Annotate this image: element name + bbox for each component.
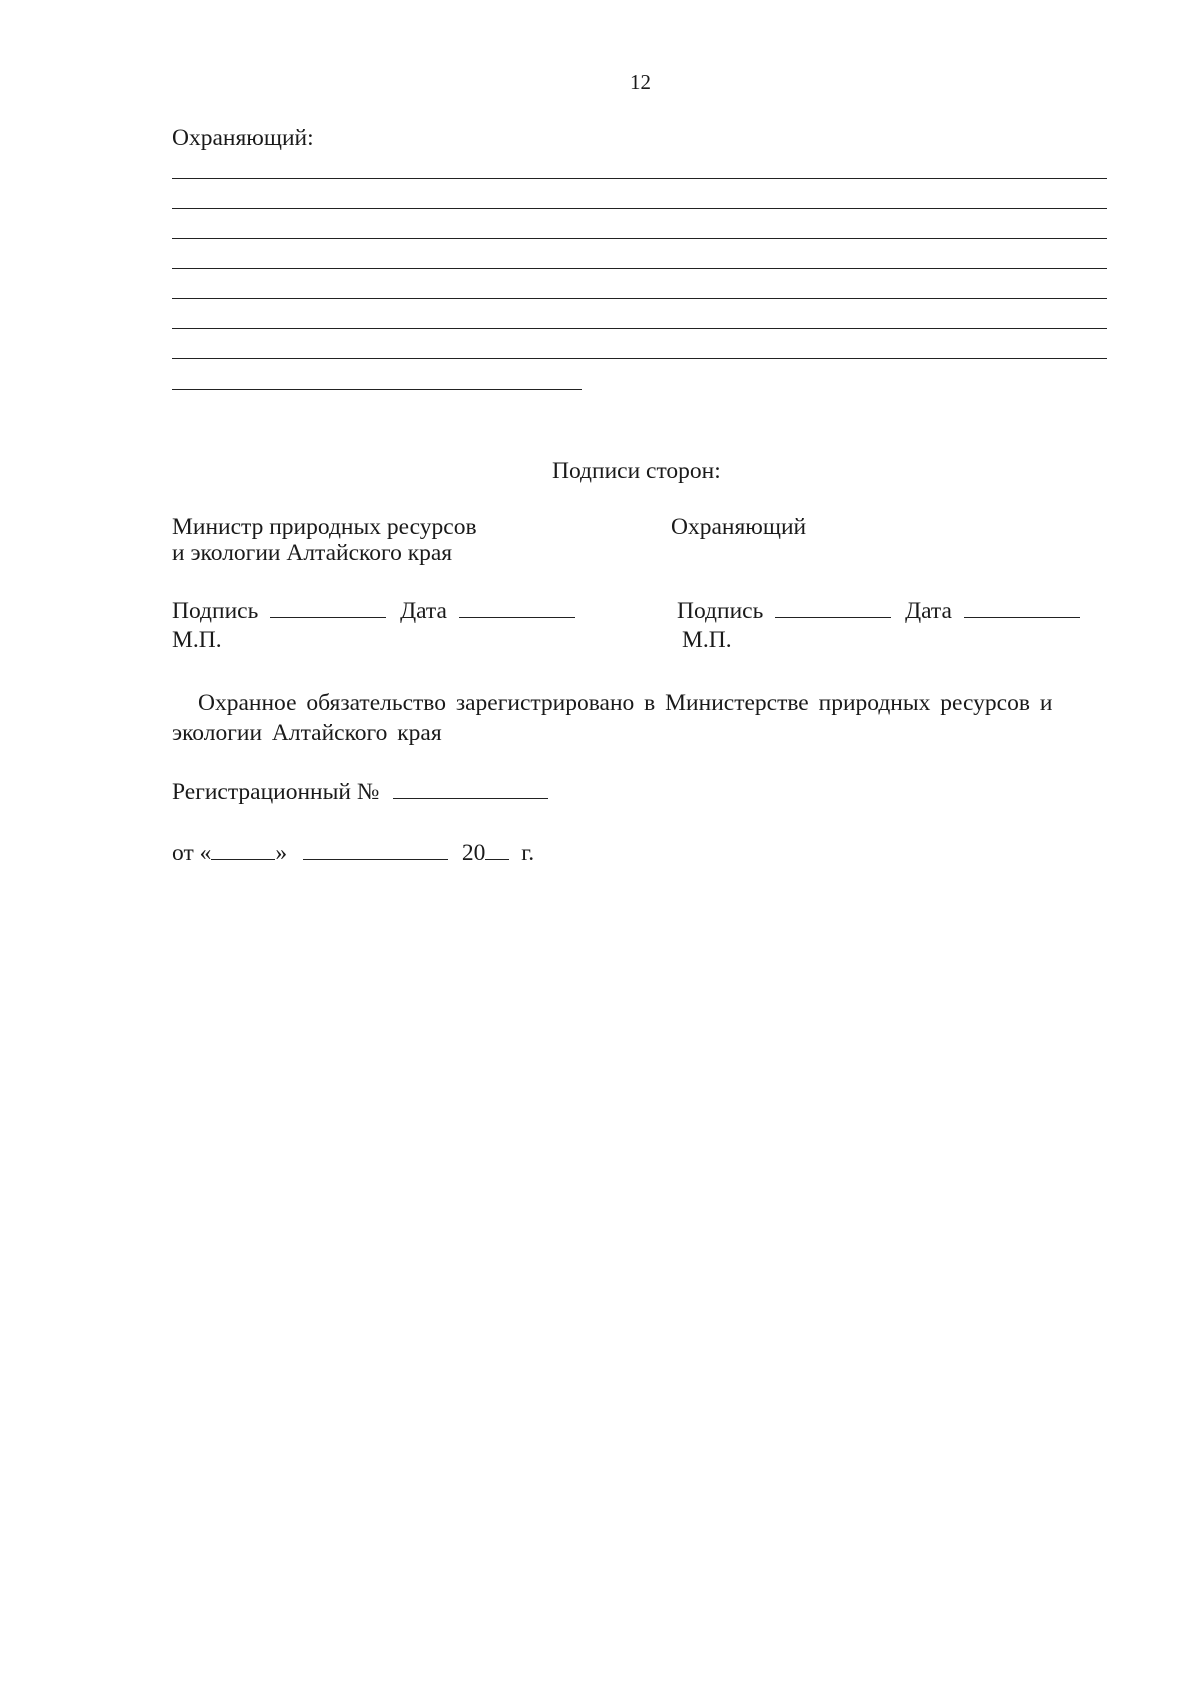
- blank-line: [172, 178, 1107, 179]
- registration-year-suffix: г.: [521, 840, 535, 866]
- stamp-label-left: М.П.: [172, 627, 222, 653]
- blank-line: [172, 328, 1107, 329]
- blank-line: [172, 298, 1107, 299]
- blank-line: [172, 268, 1107, 269]
- date-label: Дата: [905, 598, 952, 624]
- signature-row-left: [172, 598, 575, 625]
- signature-blank: [775, 616, 891, 618]
- stamp-label-right: М.П.: [682, 627, 732, 653]
- date-label: Дата: [400, 598, 447, 624]
- registration-number-label: Регистрационный №: [172, 779, 380, 805]
- date-blank: [964, 616, 1080, 618]
- party-left-line1: Министр природных ресурсов: [172, 514, 477, 540]
- party-left-line2: и экологии Алтайского края: [172, 540, 453, 566]
- party-right: Охраняющий: [671, 514, 807, 540]
- registration-year-prefix: 20: [461, 840, 486, 866]
- registration-number-blank: [393, 797, 548, 799]
- signature-label: Подпись: [677, 598, 764, 624]
- party-left: [172, 514, 477, 566]
- registration-date-row: [172, 840, 534, 867]
- signature-label: Подпись: [172, 598, 259, 624]
- blank-line: [172, 358, 1107, 359]
- signature-blank: [270, 616, 386, 618]
- registration-month-blank: [303, 858, 448, 860]
- registration-date-prefix: от «: [172, 840, 212, 866]
- registration-date-quote-close: »: [275, 840, 288, 866]
- registration-day-blank: [211, 858, 275, 860]
- page-number: 12: [630, 70, 651, 94]
- registered-note: Охранное обязательство зарегистрировано в Министерстве природных ресурсов и экологии Алтайского края: [172, 690, 1053, 746]
- registration-year-blank: [485, 858, 509, 860]
- blank-line: [172, 208, 1107, 209]
- registration-number-row: [172, 779, 548, 806]
- blank-line-short: [172, 389, 582, 390]
- signature-row-right: [677, 598, 1080, 625]
- section-label: Охраняющий:: [172, 125, 314, 151]
- date-blank: [459, 616, 575, 618]
- blank-line: [172, 238, 1107, 239]
- signatures-heading: Подписи сторон:: [552, 458, 721, 484]
